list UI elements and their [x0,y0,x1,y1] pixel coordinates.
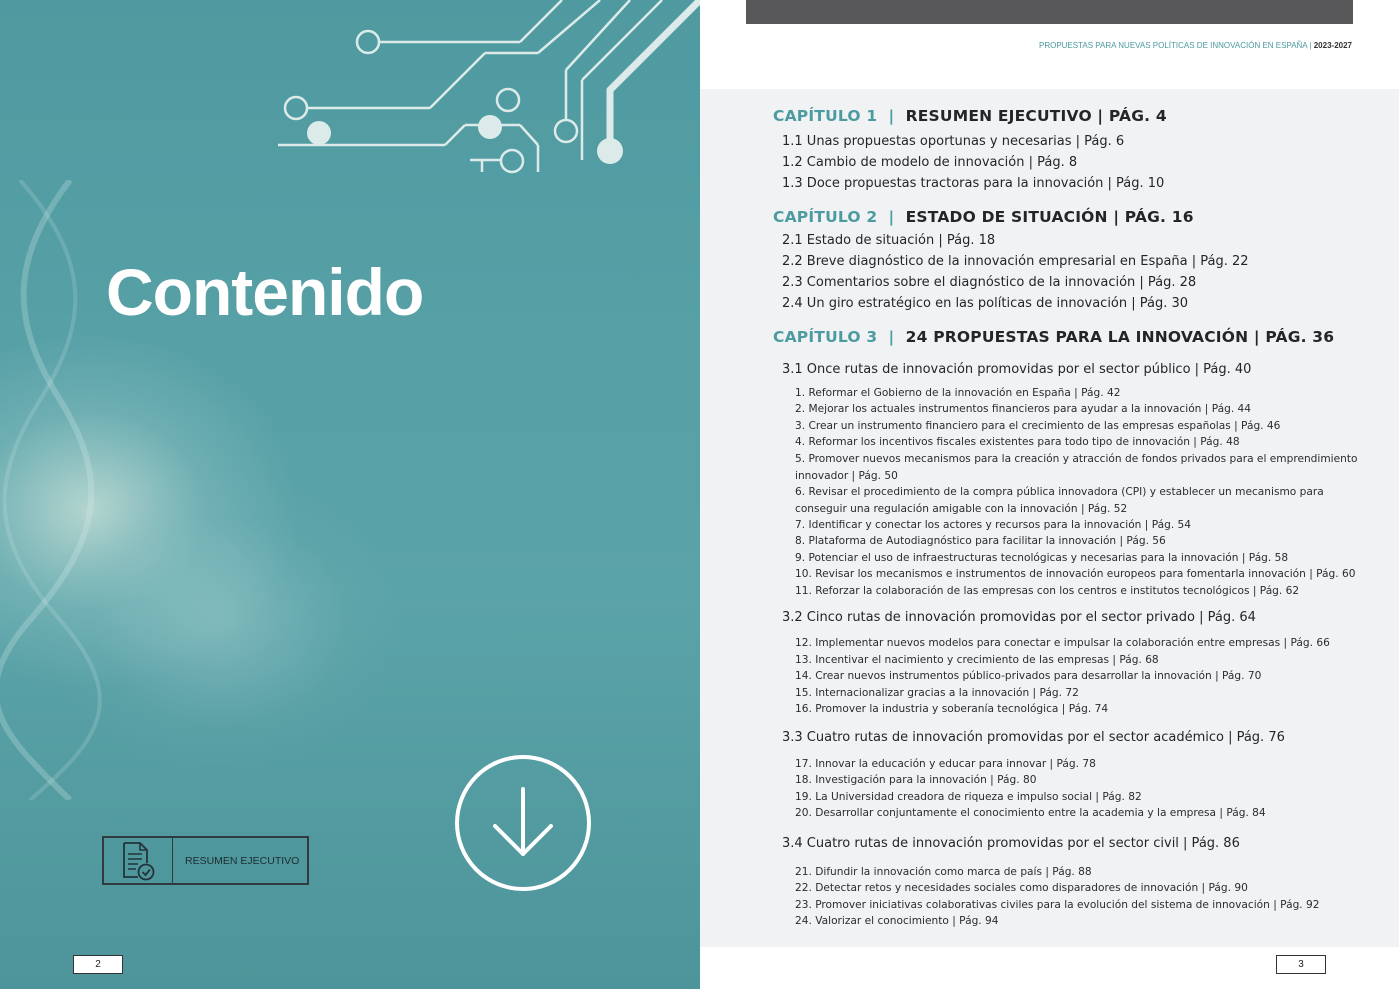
chapter-title: 24 PROPUESTAS PARA LA INNOVACIÓN | PÁG. 36 [905,328,1335,346]
toc-item[interactable]: 18. Investigación para la innovación | Pág. 80 [795,774,1037,786]
chapter-label: CAPÍTULO 2 [773,208,878,226]
page-title: Contenido [106,255,424,329]
toc-item[interactable]: 6. Revisar el procedimiento de la compra pública innovadora (CPI) y establecer un mecanismo para conseguir una regulación amigable con la innovación | Pág. 52 [795,486,1324,515]
toc-section[interactable]: 2.2 Breve diagnóstico de la innovación empresarial en España | Pág. 22 [782,254,1249,269]
toc-item[interactable]: 21. Difundir la innovación como marca de país | Pág. 88 [795,866,1092,878]
toc-section[interactable]: 2.3 Comentarios sobre el diagnóstico de la innovación | Pág. 28 [782,275,1197,290]
toc-item[interactable]: 19. La Universidad creadora de riqueza e impulso social | Pág. 82 [795,791,1142,803]
page-number-left: 2 [73,955,123,974]
resumen-ejecutivo-label: RESUMEN EJECUTIVO [185,854,300,867]
toc-item[interactable]: 13. Incentivar el nacimiento y crecimiento de las empresas | Pág. 68 [795,654,1159,666]
toc-section[interactable]: 1.1 Unas propuestas oportunas y necesarias | Pág. 6 [782,134,1125,149]
table-of-contents [700,89,1399,947]
toc-item[interactable]: 16. Promover la industria y soberanía tecnológica | Pág. 74 [795,703,1109,715]
toc-chapter[interactable]: CAPÍTULO 2 | ESTADO DE SITUACIÓN | PÁG. 16 [773,208,1194,226]
toc-section[interactable]: 3.4 Cuatro rutas de innovación promovidas por el sector civil | Pág. 86 [782,836,1240,851]
header-years: 2023-2027 [1313,41,1352,50]
toc-item[interactable]: 2. Mejorar los actuales instrumentos financieros para ayudar a la innovación | Pág. 44 [795,403,1252,415]
toc-item[interactable]: 15. Internacionalizar gracias a la innovación | Pág. 72 [795,687,1079,699]
toc-item[interactable]: 10. Revisar los mecanismos e instrumentos de innovación europeos para fomentarla innovación | Pág. 60 [795,568,1356,580]
toc-section[interactable]: 2.1 Estado de situación | Pág. 18 [782,233,996,248]
toc-item[interactable]: 11. Reforzar la colaboración de las empresas con los centros e institutos tecnológicos | Pág. 62 [795,585,1300,597]
toc-section[interactable]: 1.2 Cambio de modelo de innovación | Pág. 8 [782,155,1078,170]
chapter-title: ESTADO DE SITUACIÓN | PÁG. 16 [905,208,1194,226]
toc-item[interactable]: 17. Innovar la educación y educar para innovar | Pág. 78 [795,758,1096,770]
running-header [1039,41,1352,50]
toc-section[interactable]: 2.4 Un giro estratégico en las políticas de innovación | Pág. 30 [782,296,1189,311]
toc-item[interactable]: 1. Reformar el Gobierno de la innovación en España | Pág. 42 [795,387,1121,399]
toc-section[interactable]: 3.2 Cinco rutas de innovación promovidas por el sector privado | Pág. 64 [782,610,1256,625]
page-number-right: 3 [1276,955,1326,974]
right-page [700,0,1399,989]
toc-chapter[interactable]: CAPÍTULO 3 | 24 PROPUESTAS PARA LA INNOVACIÓN | PÁG. 36 [773,328,1335,346]
toc-item[interactable]: 22. Detectar retos y necesidades sociales como disparadores de innovación | Pág. 90 [795,882,1248,894]
chapter-title: RESUMEN EJECUTIVO | PÁG. 4 [905,107,1167,125]
document-check-icon [104,838,173,883]
header-title: PROPUESTAS PARA NUEVAS POLÍTICAS DE INNOVACIÓN EN ESPAÑA | [1038,41,1312,50]
toc-item[interactable]: 14. Crear nuevos instrumentos público-privados para desarrollar la innovación | Pág. 70 [795,670,1262,682]
toc-section[interactable]: 1.3 Doce propuestas tractoras para la innovación | Pág. 10 [782,176,1165,191]
toc-item[interactable]: 9. Potenciar el uso de infraestructuras tecnológicas y necesarias para la innovación | Pág. 58 [795,552,1289,564]
circuit-decoration-icon [270,0,700,200]
toc-section[interactable]: 3.3 Cuatro rutas de innovación promovidas por el sector académico | Pág. 76 [782,730,1285,745]
chapter-label: CAPÍTULO 3 [773,328,878,346]
toc-item[interactable]: 7. Identificar y conectar los actores y recursos para la innovación | Pág. 54 [795,519,1192,531]
down-arrow-icon[interactable] [454,754,594,894]
toc-item[interactable]: 23. Promover iniciativas colaborativas civiles para la evolución del sistema de innovación | Pág. 92 [795,899,1320,911]
toc-item[interactable]: 8. Plataforma de Autodiagnóstico para facilitar la innovación | Pág. 56 [795,535,1166,547]
resumen-ejecutivo-button[interactable] [102,836,309,885]
toc-chapter[interactable]: CAPÍTULO 1 | RESUMEN EJECUTIVO | PÁG. 4 [773,107,1167,125]
toc-item[interactable]: 5. Promover nuevos mecanismos para la creación y atracción de fondos privados para el emprendimiento innovador | Pág. 50 [795,453,1358,482]
toc-item[interactable]: 12. Implementar nuevos modelos para conectar e impulsar la colaboración entre empresas | Pág. 66 [795,637,1330,649]
toc-item[interactable]: 4. Reformar los incentivos fiscales existentes para todo tipo de innovación | Pág. 48 [795,436,1240,448]
toc-section[interactable]: 3.1 Once rutas de innovación promovidas por el sector público | Pág. 40 [782,362,1252,377]
toc-item[interactable]: 24. Valorizar el conocimiento | Pág. 94 [795,915,999,927]
toc-item[interactable]: 20. Desarrollar conjuntamente el conocimiento entre la academia y la empresa | Pág. 84 [795,807,1266,819]
header-bar [746,0,1353,24]
chapter-label: CAPÍTULO 1 [773,107,878,125]
toc-item[interactable]: 3. Crear un instrumento financiero para el crecimiento de las empresas españolas | Pág. 46 [795,420,1281,432]
